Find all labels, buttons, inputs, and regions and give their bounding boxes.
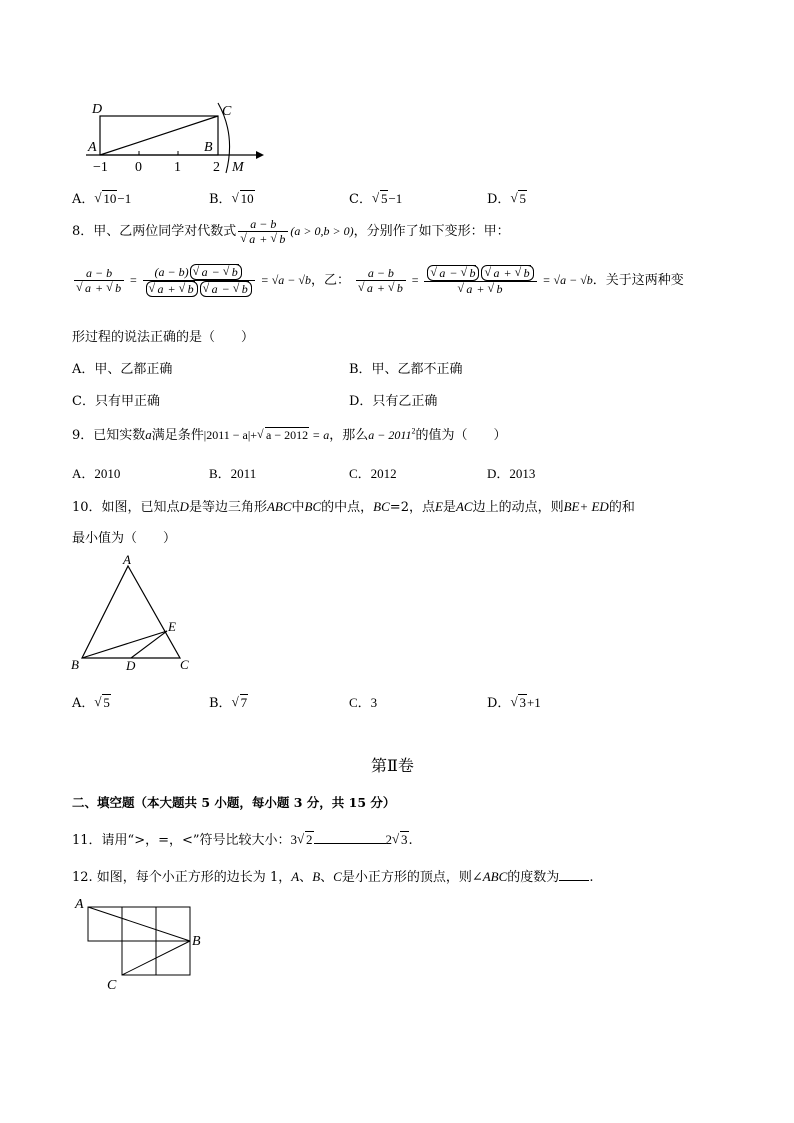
tri-label-C: C bbox=[180, 657, 189, 672]
label-B: B bbox=[204, 140, 213, 155]
q7-option-d[interactable]: D．√ 5 bbox=[487, 188, 527, 207]
tri-label-D: D bbox=[126, 658, 136, 673]
q9-option-c[interactable]: C．2012 bbox=[349, 466, 397, 481]
q10-option-c[interactable]: C．3 bbox=[349, 695, 378, 710]
q10-option-d[interactable]: D．√ 3+1 bbox=[487, 692, 541, 711]
grid-label-C: C bbox=[107, 978, 117, 993]
q10-option-b[interactable]: B．√ 7 bbox=[209, 692, 248, 711]
tick-0: 0 bbox=[135, 160, 142, 175]
q9-option-d[interactable]: D．2013 bbox=[487, 466, 536, 481]
q9-option-a[interactable]: A．2010 bbox=[72, 466, 121, 481]
q8-option-d[interactable]: D．只有乙正确 bbox=[349, 394, 438, 409]
q10-question-line-2: 最小值为（ ） bbox=[72, 531, 177, 546]
grid-label-B: B bbox=[192, 934, 201, 949]
q11-question: 11．请用“>，=，<”符号比较大小：3√ 2 2√ 3. bbox=[72, 829, 413, 848]
tick-2: 2 bbox=[213, 160, 220, 175]
tri-label-A: A bbox=[123, 552, 131, 567]
tick-neg1: −1 bbox=[93, 160, 108, 175]
label-D: D bbox=[92, 102, 103, 117]
q8-line-2: a − b √ a + √ b = (a − b)√ a − √ b √ a + √ b√ a − √ b = √a − √b，乙： a − b √ a + √ b = √ a − √ b√ a + √ b √ a + √ b = √a − √b．关于这两种变 bbox=[72, 264, 684, 297]
q9-question: 9．已知实数a满足条件|2011 − a|+√ a − 2012 = a，那么$a - 2011^2$的值为（ ） bbox=[72, 424, 507, 443]
q8-option-c[interactable]: C．只有甲正确 bbox=[72, 394, 160, 409]
label-C: C bbox=[222, 104, 232, 119]
number-line-figure bbox=[78, 95, 268, 177]
part-title: 第Ⅱ卷 bbox=[371, 756, 414, 775]
q11-answer-blank[interactable] bbox=[314, 843, 386, 844]
q7-option-c[interactable]: C．√ 5−1 bbox=[349, 188, 402, 207]
q9-option-b[interactable]: B．2011 bbox=[209, 466, 257, 481]
q8-line-3: 形过程的说法正确的是（ ） bbox=[72, 330, 255, 345]
label-M: M bbox=[232, 160, 244, 175]
tick-1: 1 bbox=[174, 160, 181, 175]
q10-question-line-1: 10．如图，已知点D是等边三角形ABC中BC的中点，BC=2，点E是AC边上的动点，则BE+ ED的和 bbox=[72, 499, 635, 515]
triangle-figure bbox=[68, 552, 198, 676]
section-heading: 二、填空题（本大题共 5 小题，每小题 3 分，共 15 分） bbox=[72, 795, 396, 810]
tri-label-E: E bbox=[168, 619, 176, 634]
q7-option-a[interactable]: A．√ 10−1 bbox=[72, 188, 131, 207]
grid-figure bbox=[72, 893, 212, 993]
grid-label-A: A bbox=[75, 897, 84, 912]
q12-question: 12. 如图，每个小正方形的边长为 1，A、B、C是小正方形的顶点，则∠ABC的度数为 . bbox=[72, 869, 594, 885]
q8-option-b[interactable]: B．甲、乙都不正确 bbox=[349, 362, 463, 377]
label-A: A bbox=[88, 140, 97, 155]
q12-answer-blank[interactable] bbox=[559, 880, 589, 881]
q10-option-a[interactable]: A．√ 5 bbox=[72, 692, 111, 711]
tri-label-B: B bbox=[71, 657, 79, 672]
q8-option-a[interactable]: A．甲、乙都正确 bbox=[72, 362, 173, 377]
q7-option-b[interactable]: B．√ 10 bbox=[209, 188, 255, 207]
q8-line-1: 8．甲、乙两位同学对代数式 a − b √ a + √ b (a > 0,b > 0)，分别作了如下变形：甲： bbox=[72, 217, 510, 246]
